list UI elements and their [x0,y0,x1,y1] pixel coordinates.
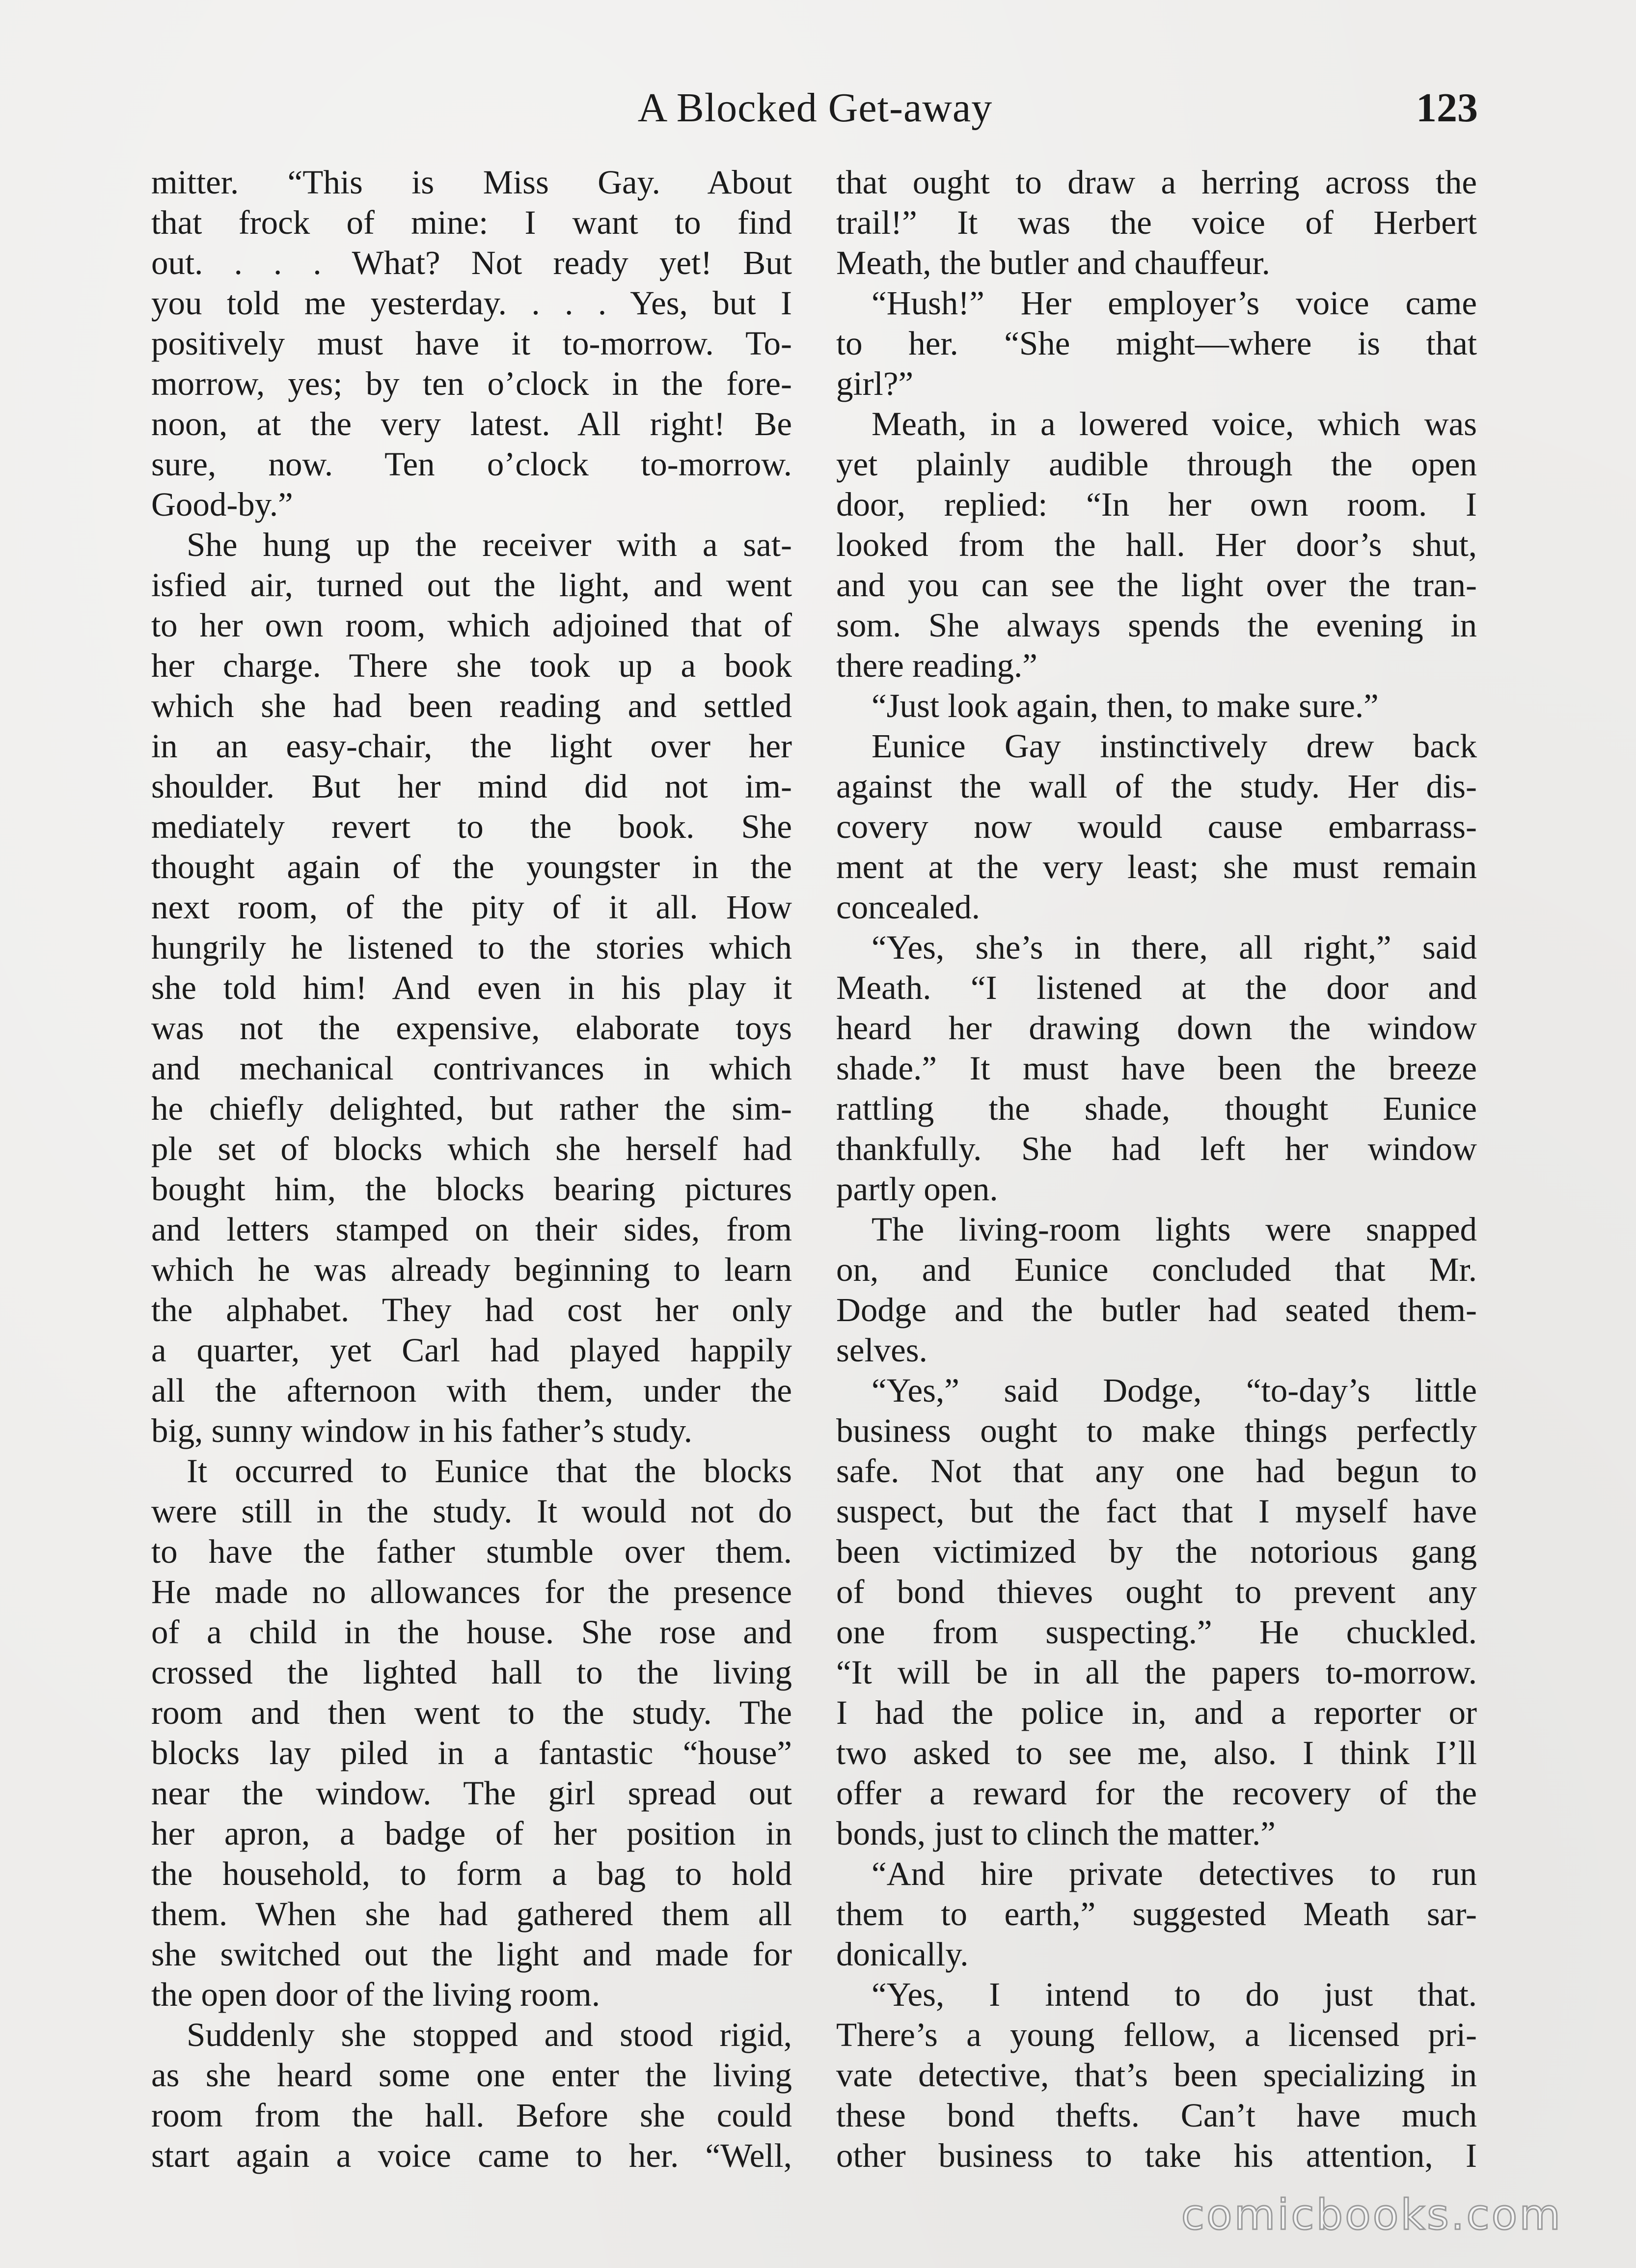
text-line: mediately revert to the book. She [151,808,792,845]
text-line: as she heard some one enter the living [151,2056,792,2094]
text-line: Eunice Gay instinctively drew back [872,727,1477,765]
text-line: bought him, the blocks bearing pictures [151,1170,792,1208]
left-column [151,162,792,2181]
text-line: It occurred to Eunice that the blocks [187,1452,792,1490]
text-line: crossed the lighted hall to the living [151,1654,792,1691]
text-line: “Yes, I intend to do just that. [872,1976,1477,2013]
text-line: thankfully. She had left her window [836,1130,1477,1167]
text-line: som. She always spends the evening in [836,607,1477,644]
text-line: Dodge and the butler had seated them- [836,1291,1477,1328]
text-line: were still in the study. It would not do [151,1493,792,1530]
text-line: blocks lay piled in a fantastic “house” [151,1734,792,1771]
text-line: door, replied: “In her own room. I [836,486,1477,523]
text-line: mitter. “This is Miss Gay. About [151,164,792,201]
text-line: “And hire private detectives to run [872,1855,1477,1892]
text-line: that frock of mine: I want to find [151,204,792,241]
text-line: on, and Eunice concluded that Mr. [836,1251,1477,1288]
text-line: morrow, yes; by ten o’clock in the fore- [151,365,792,402]
text-line: the alphabet. They had cost her only [151,1291,792,1328]
text-line: I had the police in, and a reporter or [836,1694,1477,1731]
text-line: ment at the very least; she must remain [836,848,1477,885]
text-line: positively must have it to-morrow. To- [151,325,792,362]
text-line: you told me yesterday. . . . Yes, but I [151,284,792,322]
text-line: other business to take his attention, I [836,2137,1477,2174]
text-line: looked from the hall. Her door’s shut, [836,526,1477,563]
text-line: Suddenly she stopped and stood rigid, [187,2016,792,2053]
text-line: “It will be in all the papers to-morrow. [836,1654,1477,1691]
text-line: trail!” It was the voice of Herbert [836,204,1477,241]
text-line: two asked to see me, also. I think I’ll [836,1734,1477,1771]
text-line: and mechanical contrivances in which [151,1050,792,1087]
text-columns [151,162,1490,2181]
text-line: business ought to make things perfectly [836,1412,1477,1449]
text-line: suspect, but the fact that I myself have [836,1493,1477,1530]
text-line: Meath, in a lowered voice, which was [872,405,1477,443]
text-line: “Yes, she’s in there, all right,” said [872,929,1477,966]
text-line: out. . . . What? Not ready yet! But [151,244,792,281]
text-line: room and then went to the study. The [151,1694,792,1731]
text-line: and letters stamped on their sides, from [151,1211,792,1248]
text-line: yet plainly audible through the open [836,445,1477,483]
text-line: noon, at the very latest. All right! Be [151,405,792,443]
text-line: shoulder. But her mind did not im- [151,768,792,805]
text-line: that ought to draw a herring across the [836,164,1477,201]
text-line: donically. [836,1936,969,1973]
text-line: her charge. There she took up a book [151,647,792,684]
text-line: girl?” [836,365,914,402]
text-line: She hung up the receiver with a sat- [187,526,792,563]
text-line: heard her drawing down the window [836,1009,1477,1047]
text-line: of a child in the house. She rose and [151,1613,792,1651]
text-line: against the wall of the study. Her dis- [836,768,1477,805]
text-line: the household, to form a bag to hold [151,1855,792,1892]
text-line: hungrily he listened to the stories which [151,929,792,966]
text-line: safe. Not that any one had begun to [836,1452,1477,1490]
text-line: next room, of the pity of it all. How [151,888,792,926]
text-line: ple set of blocks which she herself had [151,1130,792,1167]
text-line: to her own room, which adjoined that of [151,607,792,644]
text-line: there reading.” [836,647,1037,684]
text-line: rattling the shade, thought Eunice [836,1090,1477,1127]
running-head [152,79,1478,138]
text-line: she switched out the light and made for [151,1936,792,1973]
text-line: a quarter, yet Carl had played happily [151,1331,792,1369]
right-column [836,162,1477,2181]
text-line: big, sunny window in his father’s study. [151,1412,693,1449]
text-line: one from suspecting.” He chuckled. [836,1613,1477,1651]
text-line: “Hush!” Her employer’s voice came [872,284,1477,322]
text-line: sure, now. Ten o’clock to-morrow. [151,445,792,483]
text-line: room from the hall. Before she could [151,2097,792,2134]
text-line: covery now would cause embarrass- [836,808,1477,845]
watermark-text: comicbooks.com [1181,2190,1562,2240]
text-line: to her. “She might—where is that [836,325,1477,362]
text-line: shade.” It must have been the breeze [836,1050,1477,1087]
text-line: concealed. [836,888,981,926]
text-line: thought again of the youngster in the [151,848,792,885]
text-line: her apron, a badge of her position in [151,1815,792,1852]
text-line: the open door of the living room. [151,1976,600,2013]
text-line: which she had been reading and settled [151,687,792,724]
text-line: isfied air, turned out the light, and went [151,566,792,604]
text-line: Meath. “I listened at the door and [836,969,1477,1006]
text-line: in an easy-chair, the light over her [151,727,792,765]
text-line: been victimized by the notorious gang [836,1533,1477,1570]
text-line: them. When she had gathered them all [151,1895,792,1933]
text-line: Meath, the butler and chauffeur. [836,244,1270,281]
text-line: which he was already beginning to learn [151,1251,792,1288]
text-line: vate detective, that’s been specializing in [836,2056,1477,2094]
text-line: of bond thieves ought to prevent any [836,1573,1477,1610]
text-line: Good-by.” [151,486,293,523]
text-line: selves. [836,1331,927,1369]
text-line: these bond thefts. Can’t have much [836,2097,1477,2134]
text-line: to have the father stumble over them. [151,1533,792,1570]
text-line: The living-room lights were snapped [872,1211,1477,1248]
page-title: A Blocked Get-away [637,85,993,131]
text-line: “Just look again, then, to make sure.” [872,687,1379,724]
text-line: near the window. The girl spread out [151,1774,792,1812]
text-line: them to earth,” suggested Meath sar- [836,1895,1477,1933]
text-line: he chiefly delighted, but rather the sim- [151,1090,792,1127]
text-line: all the afternoon with them, under the [151,1372,792,1409]
text-line: bonds, just to clinch the matter.” [836,1815,1276,1852]
text-line: “Yes,” said Dodge, “to-day’s little [872,1372,1477,1409]
text-line: There’s a young fellow, a licensed pri- [836,2016,1477,2053]
page-number: 123 [1416,85,1478,131]
text-line: start again a voice came to her. “Well, [151,2137,792,2174]
text-line: He made no allowances for the presence [151,1573,792,1610]
text-line: was not the expensive, elaborate toys [151,1009,792,1047]
text-line: and you can see the light over the tran- [836,566,1477,604]
text-line: offer a reward for the recovery of the [836,1774,1477,1812]
text-line: partly open. [836,1170,998,1208]
text-line: she told him! And even in his play it [151,969,792,1006]
